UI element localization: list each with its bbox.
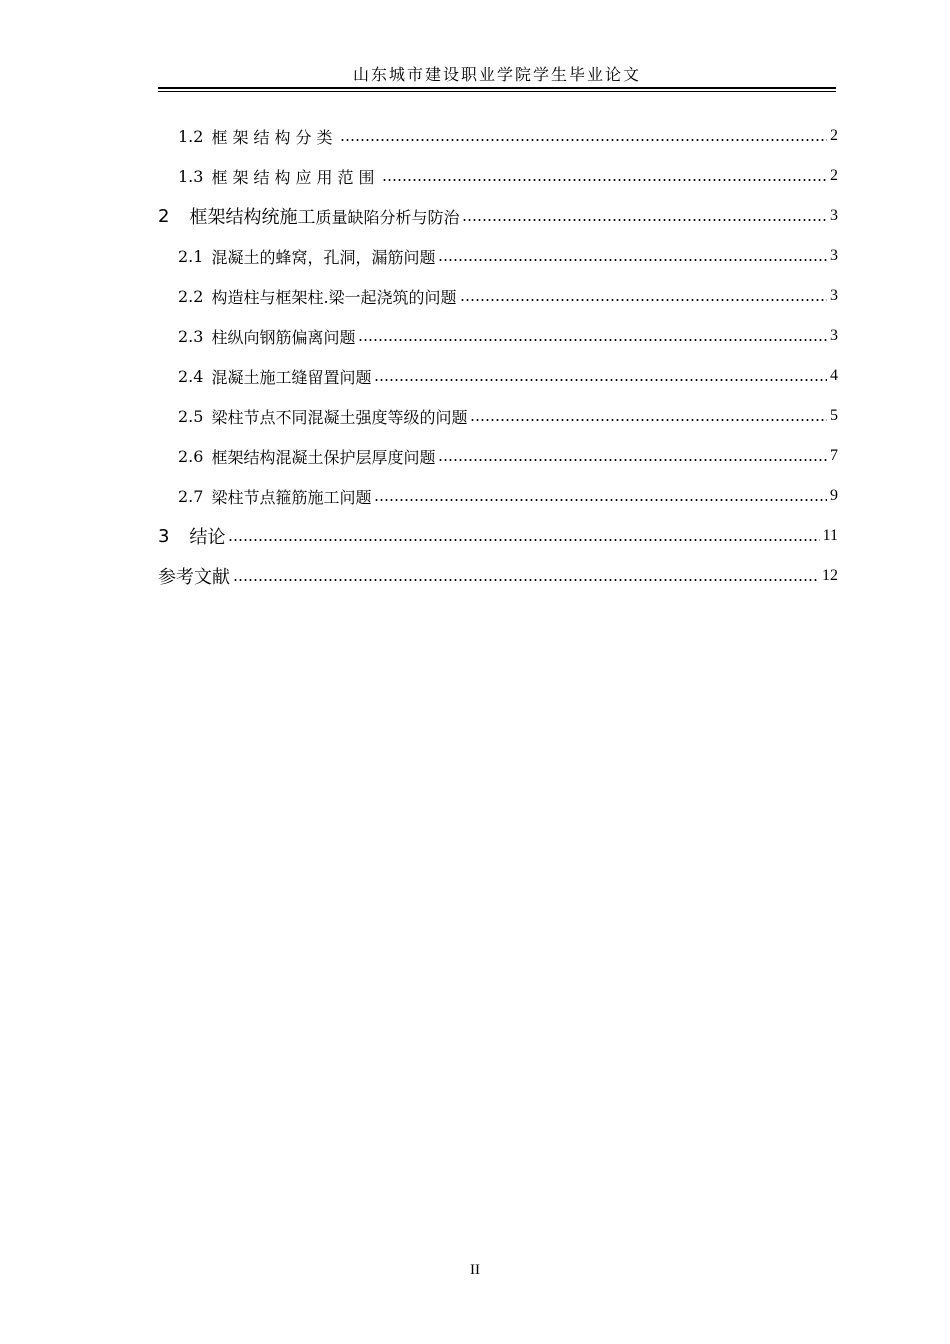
toc-entry-number: 2.4 bbox=[178, 366, 204, 386]
dot-leader bbox=[438, 259, 827, 261]
toc-entry-number: 3 bbox=[158, 525, 170, 547]
toc-entry-number: 2.1 bbox=[178, 246, 204, 266]
toc-entry-title: 梁柱节点箍筋施工问题 bbox=[211, 487, 372, 507]
toc-entry-number: 2.2 bbox=[178, 286, 204, 306]
toc-entry-1-3[interactable] bbox=[158, 156, 838, 196]
dot-leader bbox=[382, 179, 827, 181]
toc-entry-2[interactable] bbox=[158, 196, 838, 236]
toc-entry-page: 4 bbox=[830, 367, 838, 384]
toc-entry-3[interactable] bbox=[158, 516, 838, 556]
toc-entry-number: 2.3 bbox=[178, 326, 204, 346]
dot-leader bbox=[374, 379, 827, 381]
toc-entry-page: 11 bbox=[822, 527, 838, 544]
dot-leader bbox=[438, 459, 827, 461]
dot-leader bbox=[233, 579, 819, 581]
toc-entry-page: 3 bbox=[830, 287, 838, 304]
toc-entry-page: 2 bbox=[830, 127, 838, 144]
toc-entry-page: 7 bbox=[830, 447, 838, 464]
toc-entry-title: 框架结构分类 bbox=[211, 127, 338, 147]
header-rule-thin bbox=[158, 91, 836, 92]
toc-entry-page: 5 bbox=[830, 407, 838, 424]
toc-entry-2-5[interactable] bbox=[158, 396, 838, 436]
toc-entry-title: 框架结构应用范围 bbox=[211, 167, 380, 187]
toc-entry-number: 2 bbox=[158, 205, 170, 227]
toc-entry-2-4[interactable] bbox=[158, 356, 838, 396]
toc-entry-title: 混凝土的蜂窝，孔洞，漏筋问题 bbox=[211, 247, 436, 267]
toc-entry-title: 梁柱节点不同混凝土强度等级的问题 bbox=[211, 407, 468, 427]
toc-entry-page: 3 bbox=[830, 207, 838, 224]
toc-entry-title: 混凝土施工缝留置问题 bbox=[211, 367, 372, 387]
header-title: 山东城市建设职业学院学生毕业论文 bbox=[352, 65, 641, 84]
toc-entry-2-7[interactable] bbox=[158, 476, 838, 516]
toc-entry-page: 9 bbox=[830, 487, 838, 504]
toc-entry-title-part-a: 框架结构统施工 bbox=[189, 207, 316, 228]
toc-entry-title: 构造柱与框架柱.梁一起浇筑的问题 bbox=[211, 287, 457, 307]
toc-entry-title: 参考文献 bbox=[158, 567, 230, 588]
page-header bbox=[158, 64, 836, 92]
toc-entry-2-3[interactable] bbox=[158, 316, 838, 356]
toc-entry-number: 1.3 bbox=[178, 166, 204, 186]
dot-leader bbox=[460, 299, 827, 301]
toc-entry-page: 2 bbox=[830, 167, 838, 184]
toc-entry-2-2[interactable] bbox=[158, 276, 838, 316]
page-number: II bbox=[470, 1262, 480, 1278]
dot-leader bbox=[358, 339, 827, 341]
toc-entry-page: 12 bbox=[822, 567, 838, 584]
toc-entry-2-6[interactable] bbox=[158, 436, 838, 476]
toc-entry-page: 3 bbox=[830, 327, 838, 344]
toc-entry-page: 3 bbox=[830, 247, 838, 264]
toc-entry-1-2[interactable] bbox=[158, 116, 838, 156]
toc-entry-number: 2.5 bbox=[178, 406, 204, 426]
dot-leader bbox=[470, 419, 827, 421]
toc-entry-number: 1.2 bbox=[178, 126, 204, 146]
toc-entry-2-1[interactable] bbox=[158, 236, 838, 276]
table-of-contents bbox=[158, 116, 838, 596]
toc-entry-title: 结论 bbox=[189, 527, 226, 548]
dot-leader bbox=[228, 539, 819, 541]
dot-leader bbox=[462, 219, 827, 221]
toc-entry-number: 2.7 bbox=[178, 486, 204, 506]
toc-entry-references[interactable] bbox=[158, 556, 838, 596]
toc-entry-number: 2.6 bbox=[178, 446, 204, 466]
dot-leader bbox=[340, 139, 827, 141]
toc-entry-title: 柱纵向钢筋偏离问题 bbox=[211, 327, 356, 347]
header-rule-thick bbox=[158, 87, 836, 89]
dot-leader bbox=[374, 499, 827, 501]
toc-entry-title-part-b: 质量缺陷分析与防治 bbox=[315, 207, 460, 227]
toc-entry-title: 框架结构混凝土保护层厚度问题 bbox=[211, 447, 436, 467]
